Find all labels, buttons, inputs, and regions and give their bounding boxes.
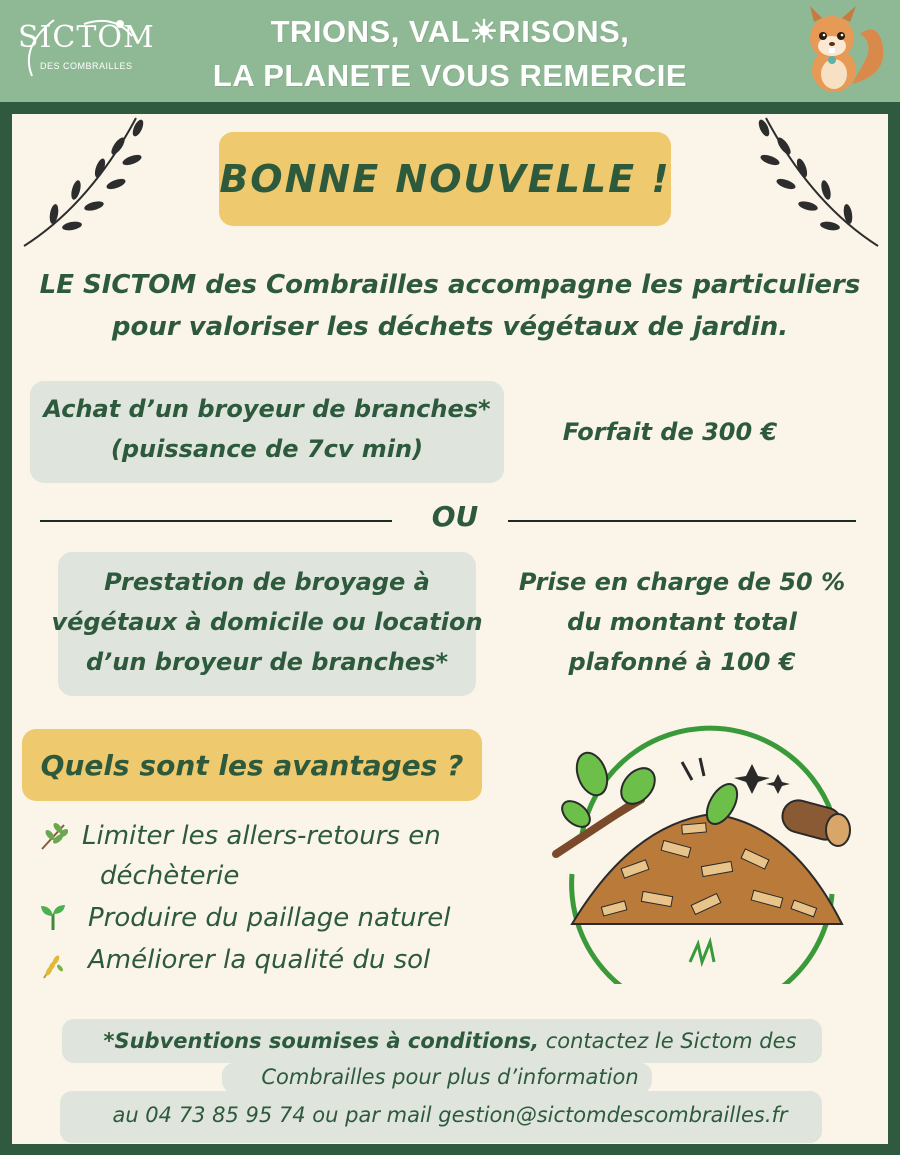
slogan-line-1: TRIONS, VAL☀RISONS,: [270, 14, 630, 49]
wood-chips-icon: [542, 714, 862, 984]
advantage-1: [82, 816, 441, 896]
advantages-title: Quels sont les avantages ?: [40, 748, 464, 782]
intro-text: [12, 264, 888, 348]
herb-icon: [38, 821, 68, 851]
advantages-banner: [22, 729, 482, 801]
logo-name: SICTOM: [18, 20, 155, 55]
offer-2-description: [26, 562, 508, 682]
seedling-icon: [38, 902, 68, 932]
advantage-3: Améliorer la qualité du sol: [88, 945, 431, 975]
left-branch-icon: [20, 114, 150, 254]
separator-line-left: [40, 520, 392, 522]
squirrel-icon: [790, 4, 890, 96]
slogan: [180, 10, 720, 98]
sictom-logo: [14, 6, 155, 90]
footer-contact: contactez le Sictom des: [539, 1029, 797, 1053]
footer-conditions: *Subventions soumises à conditions,: [103, 1029, 540, 1053]
offer-2-amount: [502, 562, 862, 682]
offer-1-amount: Forfait de 300 €: [562, 418, 778, 446]
right-branch-icon: [752, 114, 882, 254]
page-title: BONNE NOUVELLE !: [219, 157, 671, 201]
offer-1-line-2: (puissance de 7cv min): [110, 435, 424, 463]
offer-2-amount-line-3: plafonné à 100 €: [568, 648, 796, 676]
wheat-icon: [38, 950, 68, 980]
advantage-1-line-1: Limiter les allers-retours en: [82, 821, 441, 851]
intro-line-2: pour valoriser les déchets végétaux de jardin.: [111, 312, 789, 342]
advantage-1-line-2: déchèterie: [100, 861, 240, 891]
advantage-2: Produire du paillage naturel: [88, 903, 451, 933]
offer-2-line-3: d’un broyeur de branches*: [85, 648, 449, 676]
main-panel: [12, 114, 888, 1144]
footer-line-3: au 04 73 85 95 74 ou par mail gestion@sictomdescombrailles.fr: [112, 1103, 788, 1127]
separator-line-right: [508, 520, 856, 522]
offer-2-line-2: végétaux à domicile ou location: [51, 608, 483, 636]
footer-line-2: Combrailles pour plus d’information: [261, 1065, 639, 1089]
separator-label: OU: [431, 500, 479, 533]
offer-1-line-1: Achat d’un broyeur de branches*: [43, 395, 491, 423]
footer-line-1: [12, 1024, 888, 1058]
title-banner: [219, 132, 671, 226]
intro-line-1: LE SICTOM des Combrailles accompagne les particuliers: [39, 270, 861, 300]
offer-2-amount-line-1: Prise en charge de 50 %: [518, 568, 846, 596]
header-banner: [0, 0, 900, 102]
slogan-line-2: LA PLANETE VOUS REMERCIE: [212, 58, 688, 93]
offer-2-line-1: Prestation de broyage à: [104, 568, 430, 596]
logo-subtitle: DES COMBRAILLES: [40, 61, 133, 71]
offer-1-description: [30, 389, 504, 469]
offer-2-amount-line-2: du montant total: [567, 608, 797, 636]
